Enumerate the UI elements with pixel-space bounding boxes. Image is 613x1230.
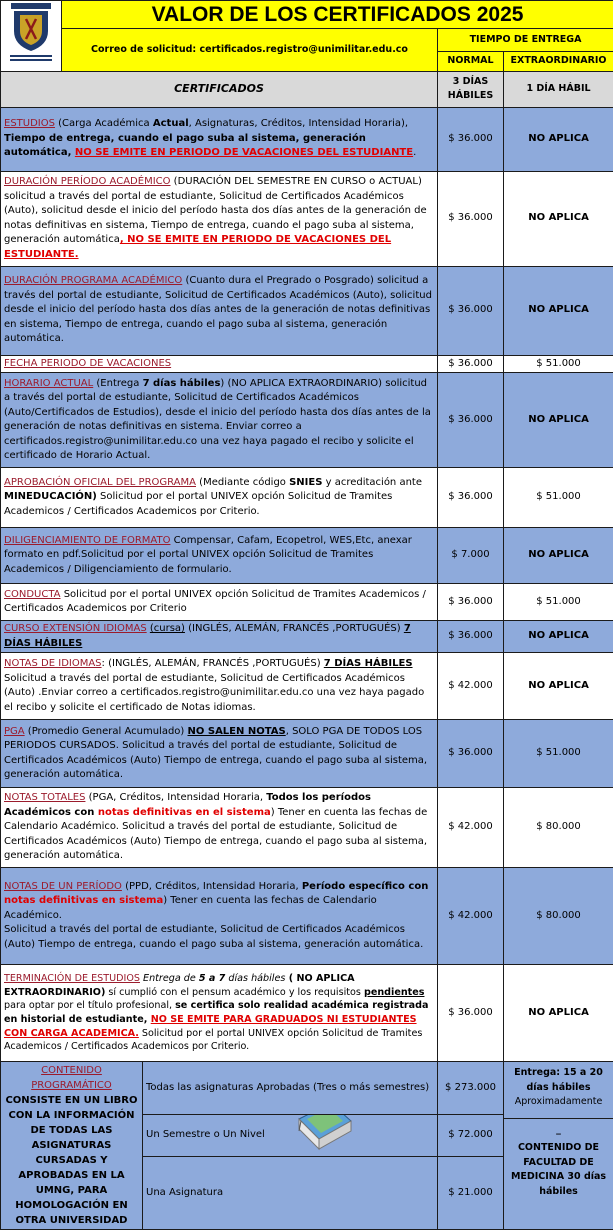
university-logo	[1, 1, 62, 72]
contenido-title: CONTENIDO PROGRAMÁTICO	[31, 1065, 112, 1091]
text: 5 a 7	[199, 973, 226, 984]
price-extra: NO APLICA	[504, 653, 613, 720]
text: , Asignaturas, Créditos, Intensidad Horaria),	[189, 118, 409, 129]
price-normal: $ 36.000	[438, 965, 504, 1062]
text: MINEDUCACIÓN)	[4, 491, 97, 502]
contenido-option: Un Semestre o Un Nivel	[146, 1129, 265, 1140]
certificate-title: APROBACIÓN OFICIAL DEL PROGRAMA	[4, 477, 196, 488]
text: Solicitud por el portal UNIVEX opción Solicitud de Tramites Academicos / Certificados Academicos por Criterio.	[4, 491, 392, 517]
certificate-title: TERMINACIÓN DE ESTUDIOS	[4, 973, 140, 984]
text: sí cumplió con el pensum académico y los requisitos	[105, 987, 364, 998]
price-normal: $ 36.000	[438, 584, 504, 621]
price-normal: $ 42.000	[438, 788, 504, 868]
price-extra: $ 51.000	[504, 355, 613, 373]
text: ( NO APLICA EXTRAORDINARIO)	[4, 973, 355, 998]
request-email: Correo de solicitud: certificados.registro@unimilitar.edu.co	[62, 29, 438, 72]
certificate-description	[1, 373, 438, 468]
text: , SOLO PGA DE TODOS LOS PERIODOS CURSADOS. Solicitud a través del portal de estudiante, Solicitud de Certificados Académicos (Auto) Tiempo de entrega, cuando el pago suba al sistema, generación automática.	[4, 726, 427, 781]
price-normal: $ 36.000	[438, 266, 504, 355]
certificates-header: CERTIFICADOS	[1, 71, 438, 107]
text: 7 días hábiles	[143, 378, 221, 389]
text: (Entrega	[93, 378, 142, 389]
text: (DURACIÓN DEL SEMESTRE EN CURSO o ACTUAL) solicitud a través del portal de estudiante, Solicitud de Certificados Académicos (Auto), solicitud desde el inicio del período hasta dos días antes de la generación de notas definitivas en sistema, Tiempo de entrega, cuando el pago suba al sistema, generación automática	[4, 176, 427, 245]
certificate-description	[1, 355, 438, 373]
text: 7 DÍAS HÁBILES	[324, 658, 413, 669]
price-normal: $ 36.000	[438, 373, 504, 468]
price-extra: NO APLICA	[504, 528, 613, 584]
text: (Carga Académica	[55, 118, 153, 129]
text: días hábiles	[225, 973, 285, 984]
certificate-description	[1, 528, 438, 584]
text: ) (NO APLICA EXTRAORDINARIO) solicitud a través del portal de estudiante, Solicitud de Certificados Académicos (Auto/Certificados de Estudios), desde el inicio del período hasta dos días antes de la generación de notas definitivas en sistema. Enviar correo a certificados.registro@unimilitar.edu.co una vez haya pagado el recibo y solicite el certificado de Horario Actual.	[4, 378, 431, 462]
table-row	[1, 355, 613, 373]
text: CONSISTE EN UN LIBRO CON LA INFORMACIÓN DE TODAS LAS ASIGNATURAS CURSADAS Y APROBADAS EN LA UMNG, PARA HOMOLOGACIÓN EN OTRA UNIVERSIDAD	[5, 1095, 137, 1226]
text: Solicitud por el portal UNIVEX opción Solicitud de Tramites Academicos / Certificados Academicos por Criterio.	[4, 1028, 422, 1053]
table-row	[1, 720, 613, 788]
certificate-description	[1, 584, 438, 621]
table-row	[1, 621, 613, 653]
certificate-title: CONDUCTA	[4, 589, 61, 600]
price-normal: $ 36.000	[438, 468, 504, 528]
medicine-delivery: CONTENIDO DE FACULTAD DE MEDICINA 30 días hábiles	[507, 1141, 610, 1199]
price-extra: $ 80.000	[504, 788, 613, 868]
certificate-title: CURSO EXTENSIÓN IDIOMAS	[4, 623, 147, 634]
extraordinary-header: EXTRAORDINARIO	[504, 51, 613, 71]
table-row	[1, 373, 613, 468]
text: y acreditación ante	[322, 477, 422, 488]
price-extra: $ 80.000	[504, 868, 613, 965]
certificate-description	[1, 868, 438, 965]
delivery-approx: Aproximadamente	[507, 1095, 610, 1110]
price-normal: $ 36.000	[438, 720, 504, 788]
price-extra: NO APLICA	[504, 266, 613, 355]
delivery-time: Entrega: 15 a 20 días hábiles	[507, 1066, 610, 1095]
table-row	[1, 1062, 613, 1115]
text: (PPD, Créditos, Intensidad Horaria,	[122, 881, 302, 892]
extra-time-header: 1 DÍA HÁBIL	[504, 71, 613, 107]
text: (cursa)	[150, 623, 185, 634]
price-normal: $ 36.000	[438, 355, 504, 373]
normal-header: NORMAL	[438, 51, 504, 71]
highlight-text: notas definitivas en el sistema	[98, 807, 271, 818]
table-row	[1, 788, 613, 868]
text: Todos los períodos Académicos con	[4, 792, 371, 818]
certificate-title: DILIGENCIAMIENTO DE FORMATO	[4, 535, 170, 546]
price-normal: $ 36.000	[438, 171, 504, 266]
price-normal: $ 36.000	[438, 107, 504, 171]
certificate-description	[1, 621, 438, 653]
text: Solicitud a través del portal de estudiante, Solicitud de Certificados Académicos (Auto) Tiempo de entrega, cuando el pago suba al sistema, generación automática.	[4, 924, 423, 950]
certificate-description	[1, 468, 438, 528]
price-extra: NO APLICA	[504, 373, 613, 468]
certificate-title: PGA	[4, 726, 25, 737]
price-normal: $ 72.000	[438, 1115, 504, 1156]
text: .	[413, 147, 416, 158]
price-normal: $ 273.000	[438, 1062, 504, 1115]
price-normal: $ 36.000	[438, 621, 504, 653]
certificate-title: NOTAS DE IDIOMAS	[4, 658, 102, 669]
divider-dash: _	[504, 1118, 613, 1138]
price-normal: $ 21.000	[438, 1156, 504, 1229]
text: Compensar, Cafam, Ecopetrol, WES,Etc, anexar formato en pdf.Solicitud por el portal UNIVEX opción Solicitud de Tramites Academicos / Diligenciamiento de formulario.	[4, 535, 412, 575]
text: se certifica solo realidad académica registrada en historial de estudiante,	[4, 1000, 428, 1025]
certificate-description	[1, 653, 438, 720]
normal-time-header: 3 DÍAS HÁBILES	[438, 71, 504, 107]
certificate-description	[1, 266, 438, 355]
contenido-delivery	[504, 1062, 613, 1230]
text: NO SALEN NOTAS	[188, 726, 286, 737]
certificate-title: NOTAS DE UN PERÍODO	[4, 881, 122, 892]
text: ) Tener en cuenta las fechas de Calendario Académico.	[4, 895, 377, 921]
text: (Cuanto dura el Pregrado o Posgrado) solicitud a través del portal de estudiante, Solicitud de Certificados Académicos (Auto), solicitud desde el inicio del período hasta dos días antes de la generación de notas definitivas en sistema, Tiempo de entrega, cuando el pago suba al sistema, generación automática.	[4, 275, 432, 344]
table-row	[1, 107, 613, 171]
price-normal: $ 7.000	[438, 528, 504, 584]
certificate-description	[1, 107, 438, 171]
certificate-title: FECHA PERIODO DE VACACIONES	[4, 358, 171, 369]
text: ) Tener en cuenta las fechas de Calendario Académico. Solicitud a través del portal de estudiante, Solicitud de Certificados Académicos (Auto) Tiempo de entrega, cuando el pago suba al sistema, generación automática.	[4, 807, 427, 862]
table-row	[1, 868, 613, 965]
price-normal: $ 42.000	[438, 653, 504, 720]
text: para optar por el título profesional,	[4, 1000, 175, 1011]
text: (Promedio General Acumulado)	[25, 726, 188, 737]
table-row	[1, 965, 613, 1062]
certificate-description	[1, 720, 438, 788]
certificate-title: NOTAS TOTALES	[4, 792, 85, 803]
highlight-text: notas definitivas en sistema	[4, 895, 163, 906]
text: Tiempo de entrega, cuando el pago suba al sistema, generación automática,	[4, 133, 366, 159]
text: Actual	[153, 118, 189, 129]
text: Solicitud por el portal UNIVEX opción Solicitud de Tramites Academicos / Certificados Academicos por Criterio	[4, 589, 426, 615]
certificate-description	[1, 965, 438, 1062]
table-row	[1, 266, 613, 355]
price-extra: NO APLICA	[504, 965, 613, 1062]
price-extra: NO APLICA	[504, 171, 613, 266]
book-icon	[293, 1115, 355, 1156]
certificate-title: DURACIÓN PROGRAMA ACADÉMICO	[4, 275, 182, 286]
text: Solicitud a través del portal de estudiante, Solicitud de Certificados Académicos (Auto) .Enviar correo a certificados.registro@unimilitar.edu.co una vez haya pagado el recibo y solicite el certificado de Notas idiomas.	[4, 673, 424, 713]
contenido-option: Una Asignatura	[143, 1156, 438, 1229]
table-row	[1, 171, 613, 266]
contenido-description	[1, 1062, 143, 1230]
text: Entrega de	[140, 973, 199, 984]
price-extra: $ 51.000	[504, 584, 613, 621]
text: : (INGLÉS, ALEMÁN, FRANCÉS ,PORTUGUÉS)	[102, 658, 324, 669]
shield-logo-icon	[6, 1, 56, 65]
certificate-title: ESTUDIOS	[4, 118, 55, 129]
warning-text: NO SE EMITE PARA GRADUADOS NI ESTUDIANTES CON CARGA ACADEMICA.	[4, 1014, 417, 1039]
price-extra: NO APLICA	[504, 621, 613, 653]
certificate-description	[1, 171, 438, 266]
text: SNIES	[289, 477, 322, 488]
page-title: VALOR DE LOS CERTIFICADOS 2025	[62, 1, 613, 29]
table-row	[1, 653, 613, 720]
price-extra: $ 51.000	[504, 468, 613, 528]
text: pendientes	[364, 987, 425, 998]
certificate-title: DURACIÓN PERÍODO ACADÉMICO	[4, 176, 171, 187]
delivery-time-header: TIEMPO DE ENTREGA	[438, 29, 613, 52]
text: (PGA, Créditos, Intensidad Horaria,	[85, 792, 266, 803]
price-extra: NO APLICA	[504, 107, 613, 171]
text: Período específico con	[302, 881, 429, 892]
warning-text: , NO SE EMITE EN PERIODO DE VACACIONES DEL ESTUDIANTE.	[4, 234, 391, 260]
contenido-option-cell	[143, 1115, 438, 1156]
text: (INGLÉS, ALEMÁN, FRANCÉS ,PORTUGUÉS)	[185, 623, 404, 634]
certificate-description	[1, 788, 438, 868]
warning-text: NO SE EMITE EN PERIODO DE VACACIONES DEL ESTUDIANTE	[75, 147, 413, 158]
table-row	[1, 584, 613, 621]
price-extra: $ 51.000	[504, 720, 613, 788]
contenido-option: Todas las asignaturas Aprobadas (Tres o más semestres)	[143, 1062, 438, 1115]
table-row	[1, 528, 613, 584]
price-normal: $ 42.000	[438, 868, 504, 965]
text: (Mediante código	[196, 477, 289, 488]
table-row	[1, 468, 613, 528]
certificate-title: HORARIO ACTUAL	[4, 378, 93, 389]
text: 7 DÍAS HÁBILES	[4, 623, 411, 649]
